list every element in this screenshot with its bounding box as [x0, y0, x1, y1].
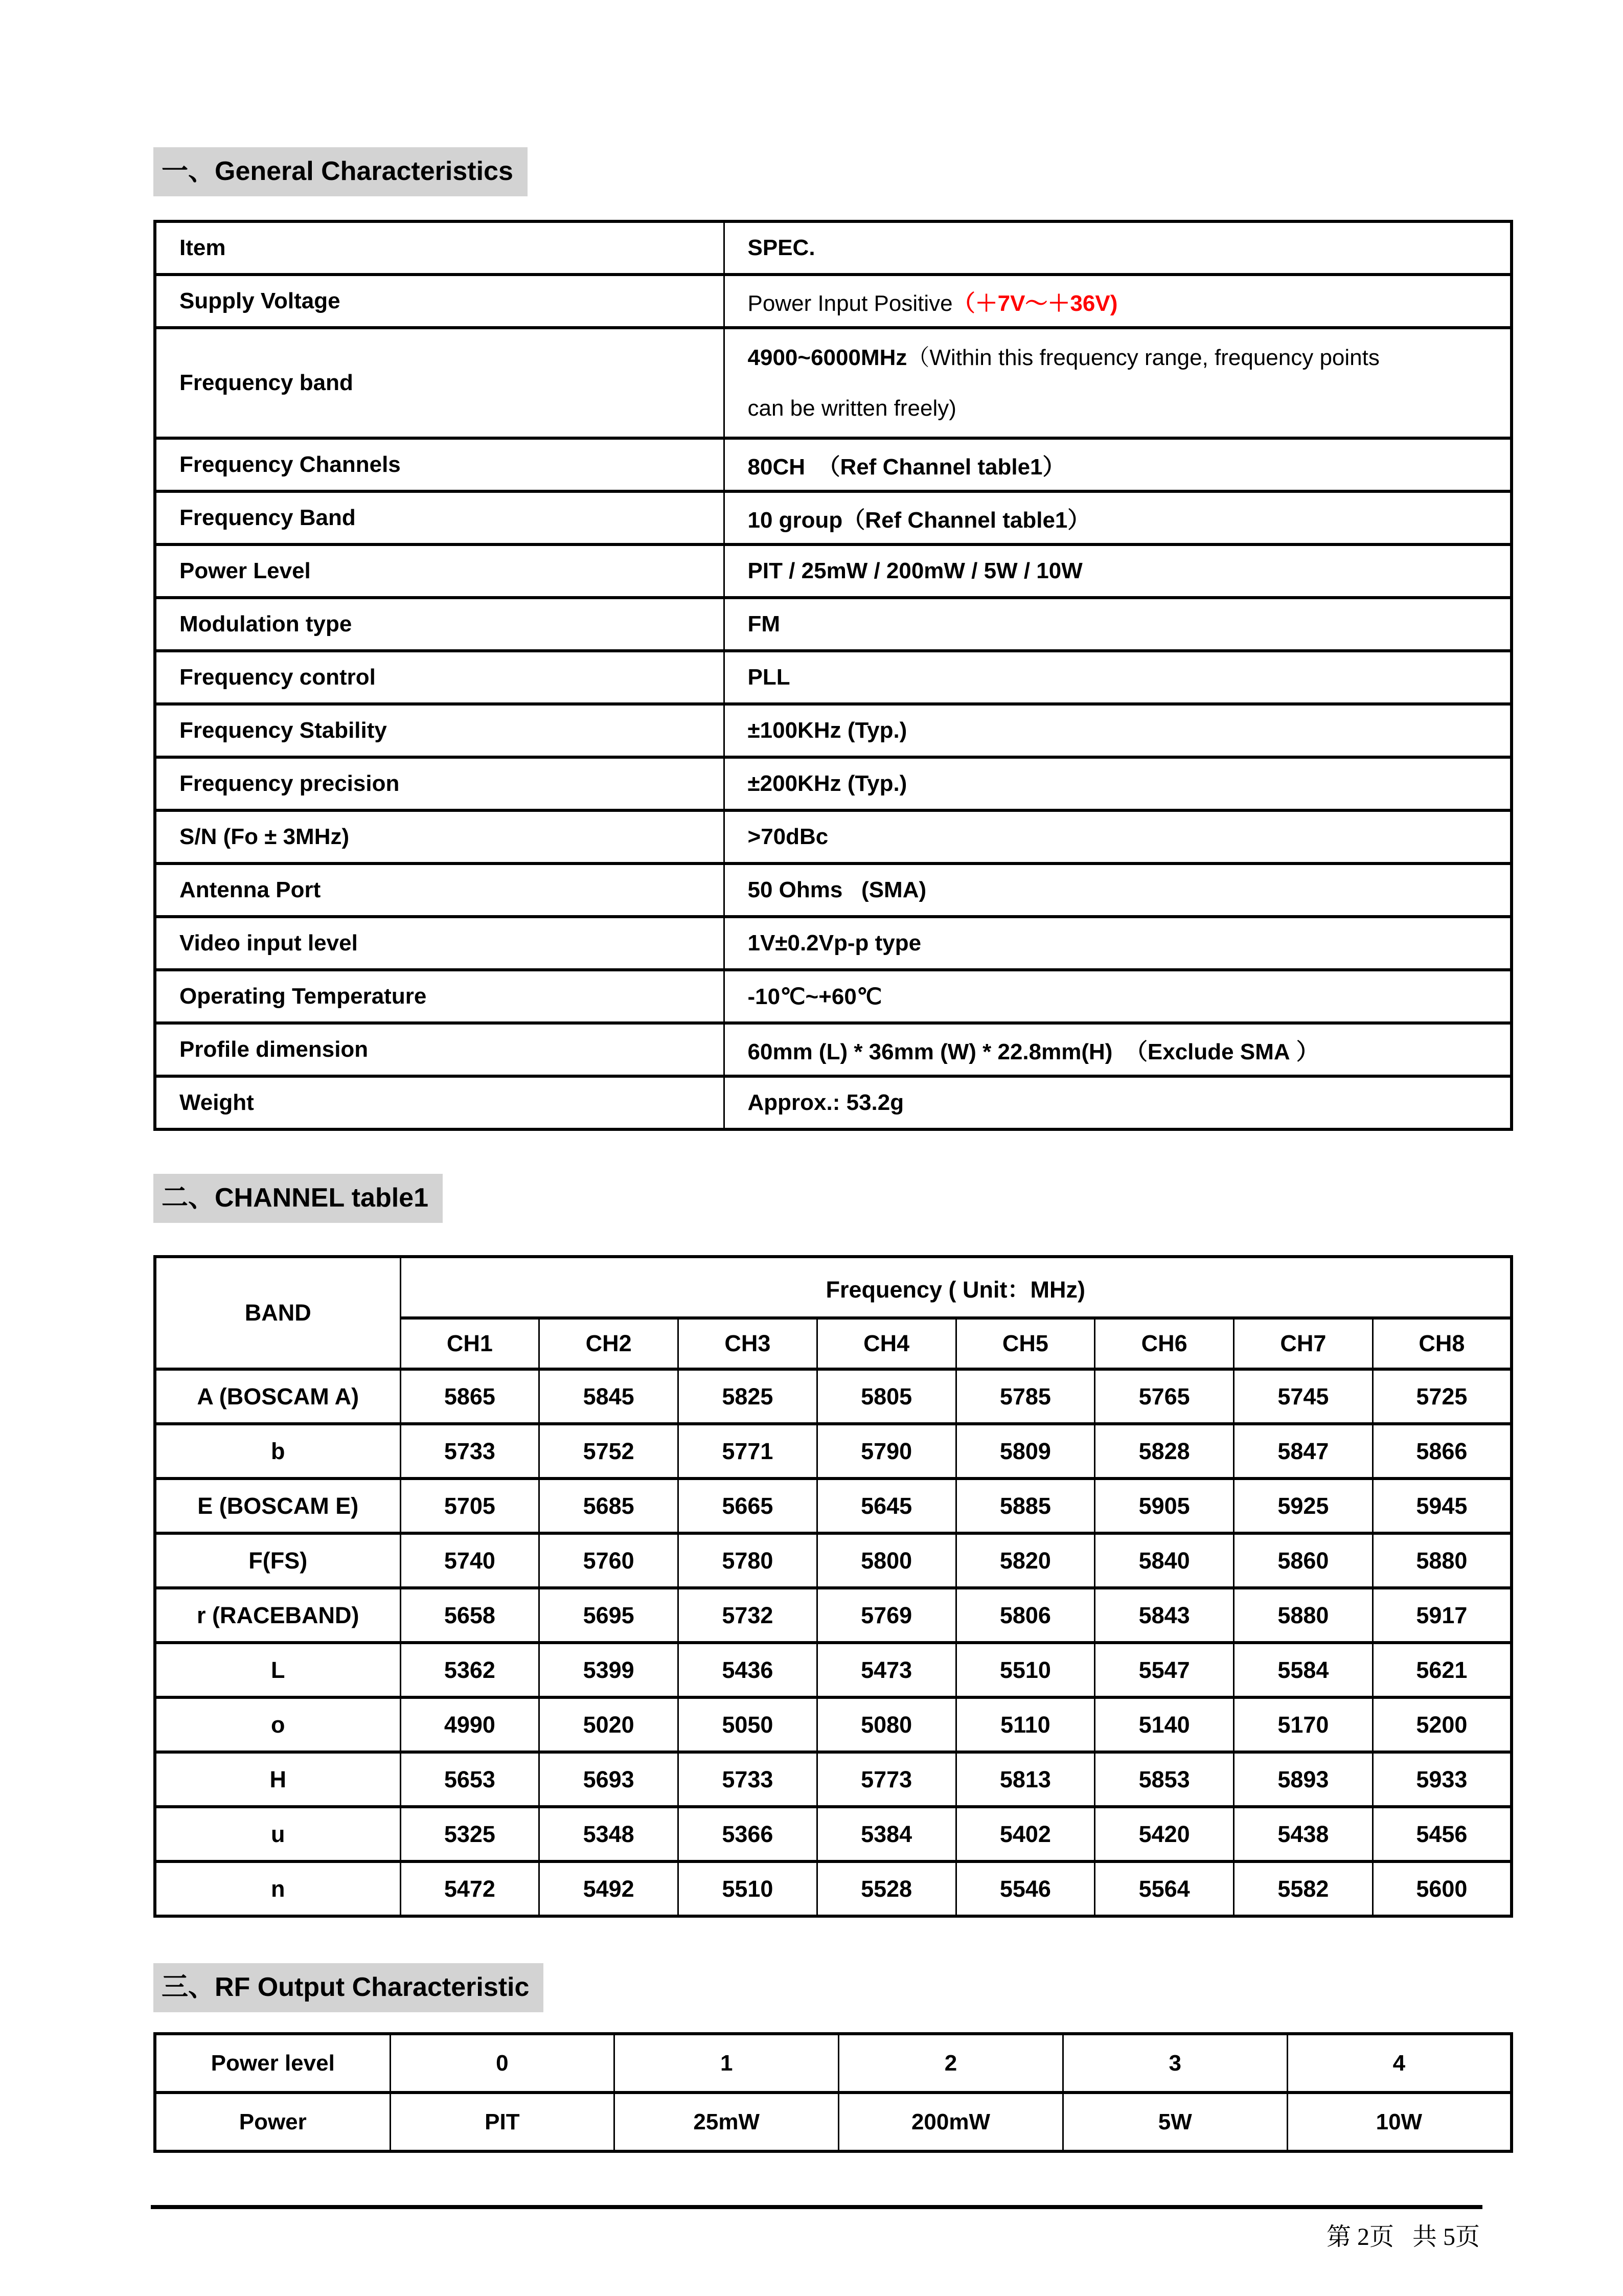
band-row: [155, 1369, 1512, 1424]
frequency-cell: 5733: [678, 1752, 817, 1807]
spec-cell: [724, 917, 1512, 970]
general-table-row: [155, 598, 1512, 651]
general-table-row: [155, 275, 1512, 328]
frequency-cell: 5933: [1373, 1752, 1512, 1807]
spec-cell: [724, 438, 1512, 491]
frequency-cell: 5080: [817, 1697, 956, 1752]
frequency-cell: 5893: [1234, 1752, 1373, 1807]
rf-label-cell: Power level: [155, 2034, 390, 2093]
item-cell: Frequency precision: [155, 757, 724, 810]
general-table-row: [155, 651, 1512, 704]
frequency-cell: 5110: [956, 1697, 1095, 1752]
band-name-cell: L: [155, 1643, 400, 1697]
band-name-cell: r (RACEBAND): [155, 1588, 400, 1643]
spec-text: 50 Ohms (SMA): [747, 877, 927, 902]
general-table-row: [155, 757, 1512, 810]
spec-red-text: （＋7V～＋36V): [952, 291, 1118, 316]
spec-text: ±200KHz (Typ.): [747, 771, 907, 796]
rf-value-cell: 4: [1287, 2034, 1512, 2093]
band-row: [155, 1807, 1512, 1861]
spec-cell: [724, 275, 1512, 328]
general-table-row: [155, 917, 1512, 970]
band-name-cell: n: [155, 1861, 400, 1916]
frequency-cell: 5880: [1234, 1588, 1373, 1643]
frequency-cell: 5866: [1373, 1424, 1512, 1479]
general-table-row: [155, 544, 1512, 598]
general-table-row: [155, 438, 1512, 491]
frequency-cell: 5492: [539, 1861, 678, 1916]
frequency-cell: 5170: [1234, 1697, 1373, 1752]
channel-header-cell: CH7: [1234, 1318, 1373, 1369]
frequency-cell: 4990: [400, 1697, 539, 1752]
frequency-cell: 5853: [1095, 1752, 1234, 1807]
frequency-cell: 5050: [678, 1697, 817, 1752]
section-heading-general-characteristics: 一、General Characteristics: [153, 147, 528, 196]
channel-header-cell: CH3: [678, 1318, 817, 1369]
section-heading-rf-output: 三、RF Output Characteristic: [153, 1963, 543, 2012]
rf-output-table: [153, 2032, 1513, 2153]
general-table-row: [155, 491, 1512, 544]
frequency-cell: 5472: [400, 1861, 539, 1916]
channel-header-row: [155, 1257, 1512, 1318]
item-cell: Weight: [155, 1076, 724, 1129]
frequency-cell: 5847: [1234, 1424, 1373, 1479]
rf-label-cell: Power: [155, 2093, 390, 2151]
item-cell: Modulation type: [155, 598, 724, 651]
frequency-cell: 5828: [1095, 1424, 1234, 1479]
channel-header-cell: CH4: [817, 1318, 956, 1369]
rf-value-cell: PIT: [390, 2093, 614, 2151]
general-table-row: [155, 704, 1512, 757]
spec-text: 4900~6000MHz: [747, 345, 907, 370]
spec-text: PLL: [747, 665, 790, 690]
frequency-cell: 5665: [678, 1479, 817, 1533]
frequency-cell: 5693: [539, 1752, 678, 1807]
rf-value-cell: 0: [390, 2034, 614, 2093]
spec-text: ±100KHz (Typ.): [747, 718, 907, 743]
general-table-row: [155, 1076, 1512, 1129]
frequency-cell: 5658: [400, 1588, 539, 1643]
frequency-cell: 5020: [539, 1697, 678, 1752]
frequency-cell: 5140: [1095, 1697, 1234, 1752]
frequency-cell: 5760: [539, 1533, 678, 1588]
frequency-cell: 5785: [956, 1369, 1095, 1424]
rf-value-cell: 5W: [1063, 2093, 1287, 2151]
frequency-cell: 5362: [400, 1643, 539, 1697]
item-cell: Frequency Stability: [155, 704, 724, 757]
frequency-cell: 5945: [1373, 1479, 1512, 1533]
frequency-cell: 5399: [539, 1643, 678, 1697]
frequency-cell: 5790: [817, 1424, 956, 1479]
frequency-cell: 5645: [817, 1479, 956, 1533]
footer-divider-rule: [151, 2205, 1482, 2209]
frequency-cell: 5200: [1373, 1697, 1512, 1752]
channel-table-body: [155, 1257, 1512, 1916]
spec-text: Approx.: 53.2g: [747, 1090, 904, 1115]
band-name-cell: o: [155, 1697, 400, 1752]
frequency-cell: 5805: [817, 1369, 956, 1424]
frequency-cell: 5725: [1373, 1369, 1512, 1424]
spec-cell: [724, 863, 1512, 917]
frequency-cell: 5860: [1234, 1533, 1373, 1588]
band-name-cell: E (BOSCAM E): [155, 1479, 400, 1533]
rf-value-cell: 25mW: [614, 2093, 839, 2151]
spec-cell: [724, 651, 1512, 704]
spec-text: >70dBc: [747, 824, 829, 849]
spec-text: 60mm (L) * 36mm (W) * 22.8mm(H) （Exclude SMA ）: [747, 1039, 1319, 1064]
spec-cell: [724, 221, 1512, 275]
frequency-cell: 5621: [1373, 1643, 1512, 1697]
band-row: [155, 1424, 1512, 1479]
band-row: [155, 1752, 1512, 1807]
general-table-row: [155, 1023, 1512, 1076]
frequency-cell: 5752: [539, 1424, 678, 1479]
channel-header-cell: CH6: [1095, 1318, 1234, 1369]
item-cell: Antenna Port: [155, 863, 724, 917]
item-cell: Profile dimension: [155, 1023, 724, 1076]
frequency-cell: 5825: [678, 1369, 817, 1424]
item-cell: Item: [155, 221, 724, 275]
general-table-row: [155, 221, 1512, 275]
general-table-row: [155, 863, 1512, 917]
item-cell: Power Level: [155, 544, 724, 598]
frequency-cell: 5564: [1095, 1861, 1234, 1916]
frequency-cell: 5402: [956, 1807, 1095, 1861]
spec-cell: [724, 598, 1512, 651]
band-name-cell: A (BOSCAM A): [155, 1369, 400, 1424]
frequency-cell: 5733: [400, 1424, 539, 1479]
band-name-cell: F(FS): [155, 1533, 400, 1588]
frequency-cell: 5420: [1095, 1807, 1234, 1861]
spec-text: 1V±0.2Vp-p type: [747, 930, 922, 956]
general-table-row: [155, 970, 1512, 1023]
spec-text: 10 group（Ref Channel table1）: [747, 508, 1090, 533]
frequency-cell: 5473: [817, 1643, 956, 1697]
general-table-body: [155, 221, 1512, 1129]
frequency-cell: 5773: [817, 1752, 956, 1807]
frequency-cell: 5584: [1234, 1643, 1373, 1697]
frequency-cell: 5740: [400, 1533, 539, 1588]
spec-cell: [724, 810, 1512, 863]
frequency-cell: 5809: [956, 1424, 1095, 1479]
frequency-cell: 5880: [1373, 1533, 1512, 1588]
general-characteristics-table: [153, 220, 1513, 1131]
frequency-cell: 5695: [539, 1588, 678, 1643]
band-name-cell: b: [155, 1424, 400, 1479]
frequency-cell: 5366: [678, 1807, 817, 1861]
frequency-cell: 5348: [539, 1807, 678, 1861]
spec-cell: [724, 491, 1512, 544]
band-header-cell: BAND: [155, 1257, 400, 1369]
frequency-cell: 5528: [817, 1861, 956, 1916]
spec-cell: [724, 757, 1512, 810]
item-cell: Video input level: [155, 917, 724, 970]
rf-value-cell: 10W: [1287, 2093, 1512, 2151]
general-table-row: [155, 328, 1512, 438]
spec-text: PIT / 25mW / 200mW / 5W / 10W: [747, 558, 1083, 583]
rf-table-row: [155, 2034, 1512, 2093]
channel-header-cell: CH2: [539, 1318, 678, 1369]
item-cell: Frequency control: [155, 651, 724, 704]
channel-header-cell: CH8: [1373, 1318, 1512, 1369]
frequency-cell: 5510: [956, 1643, 1095, 1697]
channel-table: [153, 1255, 1513, 1918]
frequency-cell: 5547: [1095, 1643, 1234, 1697]
frequency-cell: 5865: [400, 1369, 539, 1424]
band-row: [155, 1533, 1512, 1588]
frequency-cell: 5546: [956, 1861, 1095, 1916]
frequency-cell: 5765: [1095, 1369, 1234, 1424]
frequency-cell: 5384: [817, 1807, 956, 1861]
frequency-cell: 5685: [539, 1479, 678, 1533]
frequency-cell: 5510: [678, 1861, 817, 1916]
rf-value-cell: 200mW: [839, 2093, 1063, 2151]
frequency-cell: 5436: [678, 1643, 817, 1697]
item-cell: Frequency Channels: [155, 438, 724, 491]
frequency-cell: 5840: [1095, 1533, 1234, 1588]
frequency-cell: 5800: [817, 1533, 956, 1588]
rf-value-cell: 2: [839, 2034, 1063, 2093]
frequency-cell: 5845: [539, 1369, 678, 1424]
item-cell: S/N (Fo ± 3MHz): [155, 810, 724, 863]
frequency-cell: 5438: [1234, 1807, 1373, 1861]
spec-text: can be written freely): [747, 396, 956, 421]
section-heading-channel-table: 二、CHANNEL table1: [153, 1174, 443, 1223]
general-table-row: [155, 810, 1512, 863]
rf-value-cell: 1: [614, 2034, 839, 2093]
rf-value-cell: 3: [1063, 2034, 1287, 2093]
channel-header-cell: CH1: [400, 1318, 539, 1369]
band-name-cell: u: [155, 1807, 400, 1861]
frequency-cell: 5925: [1234, 1479, 1373, 1533]
frequency-cell: 5885: [956, 1479, 1095, 1533]
item-cell: Supply Voltage: [155, 275, 724, 328]
spec-cell: [724, 328, 1512, 438]
band-row: [155, 1697, 1512, 1752]
frequency-cell: 5769: [817, 1588, 956, 1643]
band-row: [155, 1861, 1512, 1916]
frequency-cell: 5813: [956, 1752, 1095, 1807]
item-cell: Operating Temperature: [155, 970, 724, 1023]
spec-cell: [724, 704, 1512, 757]
frequency-cell: 5806: [956, 1588, 1095, 1643]
frequency-cell: 5771: [678, 1424, 817, 1479]
frequency-cell: 5820: [956, 1533, 1095, 1588]
spec-text: Power Input Positive: [747, 291, 953, 316]
frequency-cell: 5325: [400, 1807, 539, 1861]
band-row: [155, 1588, 1512, 1643]
frequency-cell: 5745: [1234, 1369, 1373, 1424]
spec-cell: [724, 970, 1512, 1023]
spec-text: （Within this frequency range, frequency points: [907, 345, 1380, 370]
spec-text: 80CH （Ref Channel table1）: [747, 454, 1065, 480]
rf-table-body: [155, 2034, 1512, 2151]
spec-cell: [724, 1076, 1512, 1129]
frequency-cell: 5905: [1095, 1479, 1234, 1533]
spec-text: -10℃~+60℃: [747, 984, 882, 1009]
band-row: [155, 1479, 1512, 1533]
frequency-cell: 5917: [1373, 1588, 1512, 1643]
frequency-cell: 5582: [1234, 1861, 1373, 1916]
frequency-cell: 5456: [1373, 1807, 1512, 1861]
frequency-cell: 5732: [678, 1588, 817, 1643]
frequency-cell: 5600: [1373, 1861, 1512, 1916]
page-number-indicator: 第 2页 共 5页: [1326, 2223, 1480, 2250]
item-cell: Frequency Band: [155, 491, 724, 544]
frequency-cell: 5653: [400, 1752, 539, 1807]
frequency-cell: 5705: [400, 1479, 539, 1533]
spec-text: FM: [747, 611, 781, 636]
rf-table-row: [155, 2093, 1512, 2151]
frequency-unit-header-cell: Frequency ( Unit：MHz): [400, 1257, 1512, 1318]
channel-header-cell: CH5: [956, 1318, 1095, 1369]
frequency-cell: 5843: [1095, 1588, 1234, 1643]
item-cell: Frequency band: [155, 328, 724, 438]
spec-cell: [724, 544, 1512, 598]
spec-text: SPEC.: [747, 235, 815, 260]
frequency-cell: 5780: [678, 1533, 817, 1588]
band-name-cell: H: [155, 1752, 400, 1807]
band-row: [155, 1643, 1512, 1697]
spec-cell: [724, 1023, 1512, 1076]
